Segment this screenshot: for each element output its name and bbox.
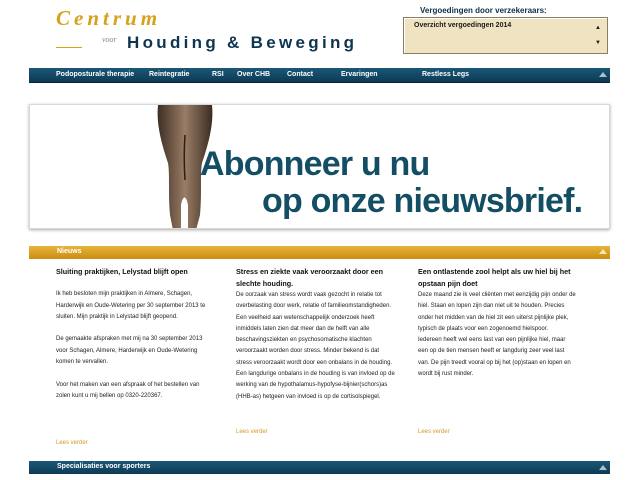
news-line: van. De pijn treedt vooral op bij het (op)staan en lopen en bbox=[418, 359, 571, 366]
news-section-label: Nieuws bbox=[57, 248, 82, 255]
read-more-link[interactable]: Lees verder bbox=[56, 440, 88, 446]
news-line: hiel. Staan en lopen zijn dan niet uit te houden. Precies bbox=[418, 303, 565, 310]
news-line: een op de tien mensen heeft er langdurig zeer veel last bbox=[418, 348, 565, 355]
news-item-title[interactable]: Sluiting praktijken, Lelystad blijft open bbox=[56, 267, 188, 276]
scroll-up-icon[interactable]: ▲ bbox=[595, 25, 601, 31]
news-line: Deze maand zie ik veel cliënten met eenzijdig pijn onder de bbox=[418, 292, 576, 298]
nav-item-restless-legs[interactable]: Restless Legs bbox=[422, 71, 470, 78]
insurer-selected-value[interactable]: Overzicht vergoedingen 2014 bbox=[414, 22, 512, 29]
read-more-link[interactable]: Lees verder bbox=[236, 429, 268, 435]
news-line: stress veroorzaakt wordt door een onbalans in de houding. bbox=[236, 359, 393, 366]
news-line: Een langdurige onbalans in de houding is van invloed op de bbox=[236, 371, 395, 378]
news-line: veroorzaakt worden door stress. Minder bekend is dat bbox=[236, 348, 380, 355]
nav-item-over-chb[interactable]: Over CHB bbox=[237, 71, 271, 78]
news-item-2 bbox=[236, 266, 406, 403]
specialisaties-corner-icon bbox=[599, 465, 607, 470]
banner-headline-1: Abonneer u nu bbox=[200, 145, 430, 183]
logo-centrum[interactable]: Centrum bbox=[56, 6, 162, 30]
insurer-title: Vergoedingen door verzekeraars: bbox=[420, 6, 547, 15]
news-line: De oorzaak van stress wordt vaak gezocht in relatie tot bbox=[236, 292, 382, 298]
scroll-down-icon[interactable]: ▼ bbox=[595, 40, 601, 46]
insurer-select[interactable] bbox=[403, 17, 608, 54]
news-line: onder het midden van de hiel zit een uiterst pijnlijke plek, bbox=[418, 314, 569, 321]
news-item-1 bbox=[56, 266, 226, 402]
nav-item-contact[interactable]: Contact bbox=[287, 71, 314, 78]
newsletter-banner[interactable] bbox=[29, 104, 610, 229]
nav-item-ervaringen[interactable]: Ervaringen bbox=[341, 71, 378, 78]
news-line: Harderwijk en Oude-Wetering per 30 september 2013 te bbox=[56, 302, 206, 309]
news-line: Een veelheid aan wetenschappelijk onderzoek heeft bbox=[236, 314, 375, 321]
news-line: Iedereen heeft wel eens last van een pijnlijke hiel, maar bbox=[418, 337, 566, 344]
news-line: typisch de plaats voor een zogenoemd hielspoor. bbox=[418, 325, 549, 332]
news-item-title[interactable]: Een ontlastende zool helpt als uw hiel bij het opstaan pijn doet bbox=[418, 267, 571, 288]
news-line: komen te vervallen. bbox=[56, 359, 109, 366]
news-line: wordt bij rust minder. bbox=[418, 371, 474, 378]
logo-houding-beweging[interactable]: Houding & Beweging bbox=[127, 33, 358, 52]
news-item-title[interactable]: Stress en ziekte vaak veroorzaakt door een slechte houding. bbox=[236, 267, 384, 288]
nav-corner-icon bbox=[599, 72, 607, 77]
nav-item-rsi[interactable]: RSI bbox=[212, 71, 224, 78]
logo-underline bbox=[56, 47, 82, 48]
news-line: inmiddels laten zien dat meer dan de helft van alle bbox=[236, 325, 370, 332]
news-line: voor Schagen, Almere, Harderwijk en Oude-Wetering bbox=[56, 347, 198, 354]
news-item-3 bbox=[418, 266, 588, 380]
news-item-body bbox=[418, 290, 588, 380]
news-line: Ik heb besloten mijn praktijken in Almere, Schagen, bbox=[56, 291, 193, 298]
specialisaties-section-label[interactable]: Specialisaties voor sporters bbox=[57, 463, 151, 470]
news-corner-icon bbox=[599, 249, 607, 254]
news-line: (HHB-as) hetgeen van invloed is op de cortisolspiegel. bbox=[236, 393, 381, 400]
logo-voor: voor bbox=[102, 35, 117, 44]
news-section-bar bbox=[29, 246, 610, 259]
news-item-body bbox=[236, 290, 406, 403]
news-line: De gemaakte afspraken met mij na 30 september 2013 bbox=[56, 336, 203, 343]
nav-item-reintegratie[interactable]: Reintegratie bbox=[149, 71, 190, 78]
news-line: sluiten. Mijn praktijk in Lelystad blijft geopend. bbox=[56, 313, 178, 320]
news-line: Voor het maken van een afspraak of het bestellen van bbox=[56, 381, 200, 388]
news-line: werking van de hypothalamus-hypofyse-bijnier(schors)as bbox=[236, 382, 388, 389]
news-item-body bbox=[56, 289, 226, 402]
news-line: overbelasting door werk, relatie of familieomstandigheden. bbox=[236, 303, 392, 310]
banner-headline-2: op onze nieuwsbrief. bbox=[262, 182, 583, 220]
news-line: beschavingsziekten en psychosomatische klachten bbox=[236, 337, 372, 344]
read-more-link[interactable]: Lees verder bbox=[418, 429, 450, 435]
news-line: zolen kunt u mij bellen op 0320-220367. bbox=[56, 392, 163, 399]
main-nav bbox=[29, 68, 610, 83]
nav-item-podoposturale[interactable]: Podoposturale therapie bbox=[56, 71, 135, 78]
specialisaties-section-bar bbox=[29, 461, 610, 474]
